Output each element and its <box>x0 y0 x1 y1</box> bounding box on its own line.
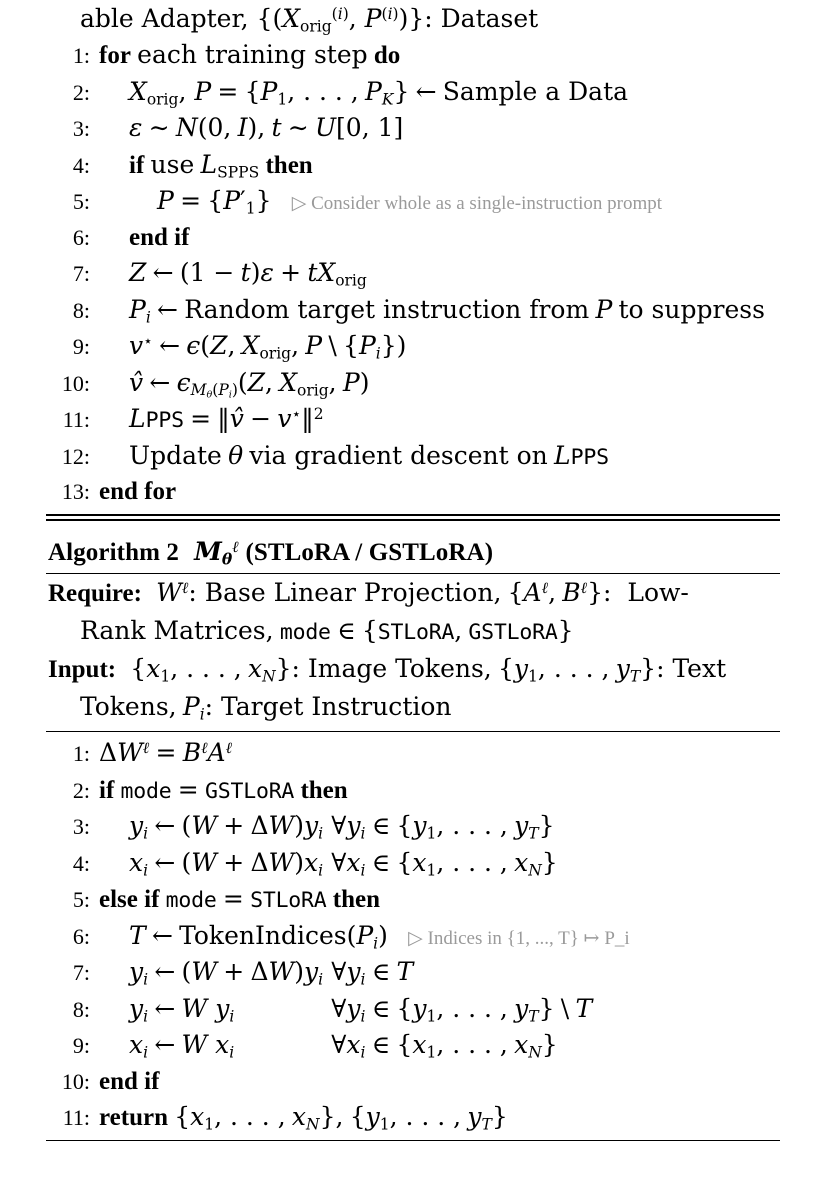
algorithm-2-line-5 <box>46 882 780 919</box>
algorithm-1-line-2 <box>46 74 780 111</box>
algorithm-2-line-3 <box>46 809 780 846</box>
line-number: 9: <box>72 334 90 360</box>
line-number: 1: <box>72 741 90 767</box>
line-number: 10: <box>61 1068 90 1094</box>
algorithm-1-bottom-rule <box>46 514 780 521</box>
line-body: if use $L_{SPPS}$ then <box>129 149 313 182</box>
algorithm-1-line-7 <box>46 256 780 293</box>
line-number: 4: <box>72 850 90 876</box>
algorithm-2-line-10 <box>46 1064 780 1100</box>
algorithm-1-line-12 <box>46 438 780 475</box>
require-label: Require: <box>48 580 142 608</box>
algorithm-1-line-9 <box>46 329 780 366</box>
line-number: 2: <box>72 777 90 803</box>
line-body: $P_i$ ← Random target instruction from P to suppress <box>129 294 765 327</box>
line-number: 5: <box>72 189 90 215</box>
line-number: 8: <box>72 297 90 323</box>
line-number: 1: <box>72 43 90 69</box>
line-body: $\Delta W^\ell = B^\ell A^\ell$ <box>99 738 233 768</box>
algorithm-2-input: Input: {$x_1$, . . . , $x_N$}: Image Tokens, {$y_1$, . . . , $y_T$}: Text <box>48 653 727 686</box>
algorithm-1-line-11 <box>46 402 780 439</box>
line-body: end if <box>129 223 190 251</box>
line-body: Update θ via gradient descent on LPPS <box>129 440 609 470</box>
line-body: end if <box>99 1067 160 1095</box>
line-body: $y_i$ ← $(W + \Delta W)y_i$ $\forall y_i$ ∈ T <box>129 957 414 989</box>
algorithm-2-title-label: Algorithm 2 <box>48 539 179 567</box>
algorithm-1-line-6 <box>46 220 780 256</box>
line-number: 8: <box>72 996 90 1022</box>
algorithm-2-line-8 <box>46 991 780 1028</box>
algorithm-2-bottom-rule <box>46 1140 780 1141</box>
line-body: return {$x_1$, . . . , $x_N$}, {$y_1$, . . . , $y_T$} <box>99 1102 508 1134</box>
algorithm-2-line-7 <box>46 955 780 992</box>
line-number: 3: <box>72 814 90 840</box>
line-number: 11: <box>62 1105 90 1131</box>
algorithm-1-require-continuation: able Adapter, {($X_{orig}^{(i)}$, $P^{(i)}$)}: Dataset <box>80 4 539 36</box>
algorithm-2-input-continuation: Tokens, $P_i$: Target Instruction <box>80 691 452 723</box>
line-body: else if mode = STLoRA then <box>99 884 381 914</box>
algorithm-2-require: Require: $W^\ell$: Base Linear Projection, {$A^\ell$, $B^\ell$}: Low- <box>48 578 689 608</box>
line-number: 6: <box>72 224 90 250</box>
line-number: 6: <box>72 923 90 949</box>
line-body: Z ← $(1 - t)\varepsilon + tX_{orig}$ <box>129 258 367 290</box>
line-number: 7: <box>72 261 90 287</box>
line-number: 10: <box>61 370 90 396</box>
line-number: 13: <box>61 479 90 505</box>
line-number: 7: <box>72 960 90 986</box>
line-number: 2: <box>72 79 90 105</box>
line-body: $x_i$ ← $(W + \Delta W)x_i$ $\forall x_i$ ∈ {$x_1$, . . . , $x_N$} <box>129 847 558 880</box>
line-body: v⋆ ← ϵ(Z, $X_{orig}$, P \ $\{P_i\}$) <box>129 331 407 363</box>
algorithm-1-block <box>46 0 780 521</box>
algorithm-2-line-6 <box>46 918 780 955</box>
line-body: $y_i$ ← W $y_i$ $\forall y_i$ ∈ {$y_1$, . . . , $y_T$} \ T <box>129 993 593 1026</box>
algorithm-2-line-4 <box>46 845 780 882</box>
algorithm-1-line-1 <box>46 38 780 75</box>
algorithm-2-line-11 <box>46 1100 780 1137</box>
algorithm-1-line-4 <box>46 147 780 184</box>
line-number: 3: <box>72 116 90 142</box>
line-comment: ▷ Consider whole as a single-instruction prompt <box>291 193 663 215</box>
algorithm-1-line-10 <box>46 365 780 402</box>
line-comment: ▷ Indices in {1, ..., T} ↦ P_i <box>408 927 630 949</box>
algorithm-1-line-5 <box>46 184 780 221</box>
algorithm-2-require-continuation: Rank Matrices, mode ∈ {STLoRA, GSTLoRA} <box>80 616 574 645</box>
algorithm-2-line-2 <box>46 772 780 809</box>
line-body: $X_{orig}$, $P = \{P_1$, . . . , $P_K$} ← Sample a Data <box>129 76 629 109</box>
line-body: T ← $TokenIndices(P_i)$ ▷ Indices in {1, ..., T} ↦ P_i <box>129 920 630 953</box>
line-number: 9: <box>72 1033 90 1059</box>
line-body: v̂ ← $\epsilon_{M_\theta(P_i)}(Z$, $X_{orig}$, P) <box>129 367 370 401</box>
algorithm-1-line-3 <box>46 111 780 148</box>
line-body: ε ∼ N(0, I), t ∼ U[0, 1] <box>129 113 404 143</box>
algorithm-2-line-9 <box>46 1028 780 1065</box>
line-number: 4: <box>72 152 90 178</box>
algorithm-1-line-8 <box>46 292 780 329</box>
line-number: 5: <box>72 887 90 913</box>
input-label: Input: <box>48 655 117 683</box>
line-body: $P = \{P'_1\}$ ▷ Consider whole as a single-instruction prompt <box>157 186 663 218</box>
line-body: LPPS = ‖v̂ − v⋆‖$^2$ <box>129 404 324 434</box>
line-body: $y_i$ ← $(W + \Delta W)y_i$ $\forall y_i$ ∈ {$y_1$, . . . , $y_T$} <box>129 811 555 843</box>
line-body: $x_i$ ← W $x_i$ $\forall x_i$ ∈ {$x_1$, . . . , $x_N$} <box>129 1030 558 1062</box>
algorithm-1-line-13 <box>46 475 780 511</box>
line-body: for each training step do <box>99 40 401 70</box>
line-body: end for <box>99 478 177 506</box>
line-number: 12: <box>61 443 90 469</box>
algorithm-2-block <box>46 530 780 1141</box>
line-body: if mode = GSTLoRA then <box>99 774 348 804</box>
algorithm-2-title: Algorithm 2 $M_\theta^\ell$ (STLoRA / GSTLoRA) <box>48 537 494 569</box>
line-number: 11: <box>62 407 90 433</box>
algorithm-2-line-1 <box>46 732 780 772</box>
